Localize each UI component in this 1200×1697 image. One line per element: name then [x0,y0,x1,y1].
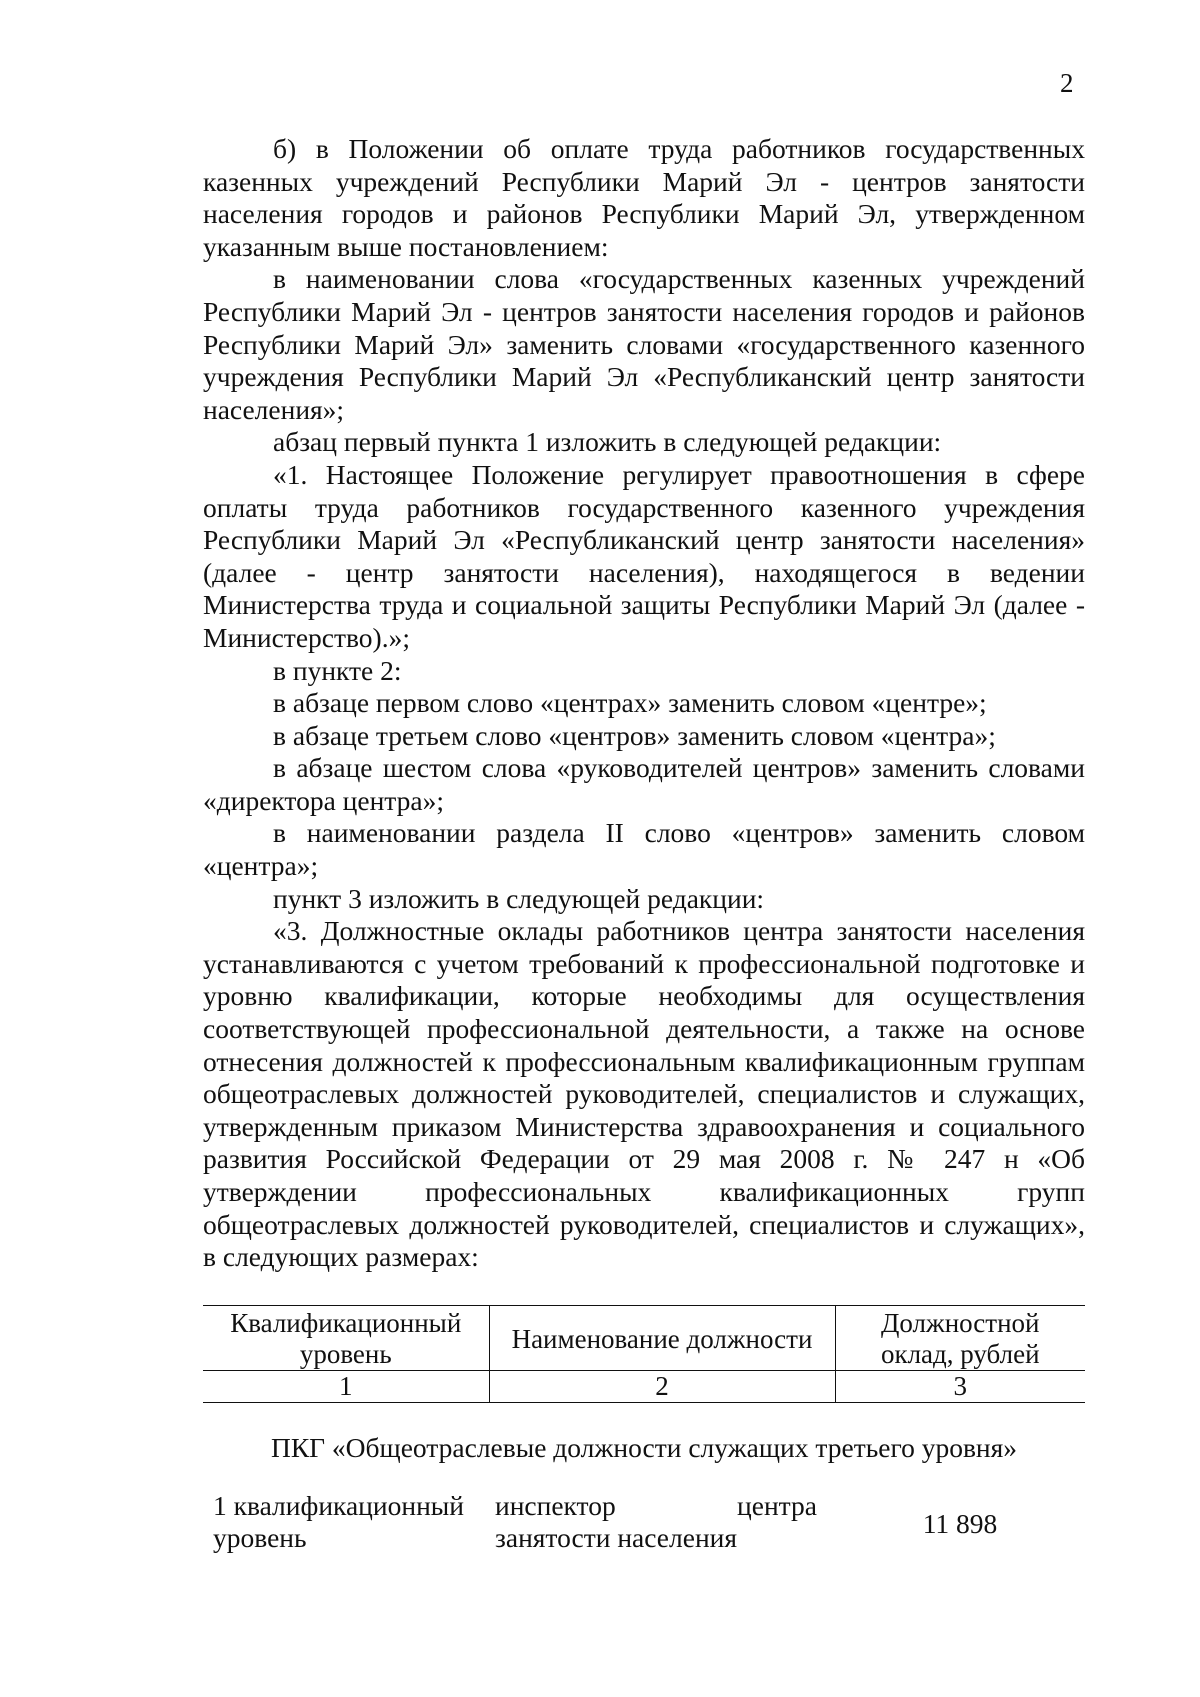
paragraph: в пункте 2: [273,654,402,686]
salary-table [203,1305,1085,1403]
column-header-position-name: Наименование должности [489,1306,835,1371]
column-number: 3 [835,1371,1085,1403]
paragraph: абзац первый пункта 1 изложить в следующей редакции: [273,426,942,458]
column-header-qualification-level: Квалификационный уровень [203,1306,489,1371]
group-heading: ПКГ «Общеотраслевые должности служащих третьего уровня» [270,1432,1018,1463]
paragraph: в абзаце первом слово «центрах» заменить словом «центре»; [273,687,987,719]
paragraph: в абзаце третьем слово «центров» заменить словом «центра»; [273,719,996,751]
paragraph: в наименовании слова «государственных казенных учреждений Республики Марий Эл - центров занятости населения городов и районов Республики Марий Эл» заменить словами «государственного казенного учреждения Республики Марий Эл «Республиканский центр занятости населения»; [203,263,1085,425]
column-number: 1 [203,1371,489,1403]
paragraph: б) в Положении об оплате труда работников государственных казенных учреждений Республики Марий Эл - центров занятости населения городов и районов Республики Марий Эл, утвержденном указанным выше постановлением: [203,133,1085,262]
salary-value: 11 898 [922,1508,998,1539]
qualification-level: 1 квалификационный уровень [213,1490,464,1553]
table-row [203,1371,1085,1403]
position-name [495,1490,817,1554]
column-number: 2 [489,1371,835,1403]
paragraph: «1. Настоящее Положение регулирует правоотношения в сфере оплаты труда работников государственного казенного учреждения Республики Марий Эл «Республиканский центр занятости населения» (далее - центр занятости населения), находящегося в ведении Министерства труда и социальной защиты Республики Марий Эл (далее - Министерство).»; [203,458,1085,653]
position-name-line: занятости населения [495,1522,738,1553]
position-name-word: центра [737,1490,817,1521]
position-name-line [495,1490,817,1522]
table-header-row [203,1306,1085,1371]
document-body [203,133,1085,1274]
paragraph: «3. Должностные оклады работников центра занятости населения устанавливаются с учетом требований к профессиональной подготовке и уровню квалификации, которые необходимы для осуществления соответствующей профессиональной деятельности, а также на основе отнесения должностей к профессиональным квалификационным группам общеотраслевых должностей руководителей, специалистов и служащих, утвержденным приказом Министерства здравоохранения и социального развития Российской Федерации от 29 мая 2008 г. № 247 н «Об утверждении профессиональных квалификационных групп общеотраслевых должностей руководителей, специалистов и служащих», в следующих размерах: [203,915,1085,1273]
paragraph: в абзаце шестом слова «руководителей центров» заменить словами «директора центра»; [203,752,1085,816]
paragraph: пункт 3 изложить в следующей редакции: [273,882,765,914]
paragraph: в наименовании раздела II слово «центров» заменить словом «центра»; [203,817,1085,882]
column-header-salary: Должностной оклад, рублей [835,1306,1085,1371]
position-name-word: инспектор [495,1490,616,1521]
page-number: 2 [1060,68,1074,98]
